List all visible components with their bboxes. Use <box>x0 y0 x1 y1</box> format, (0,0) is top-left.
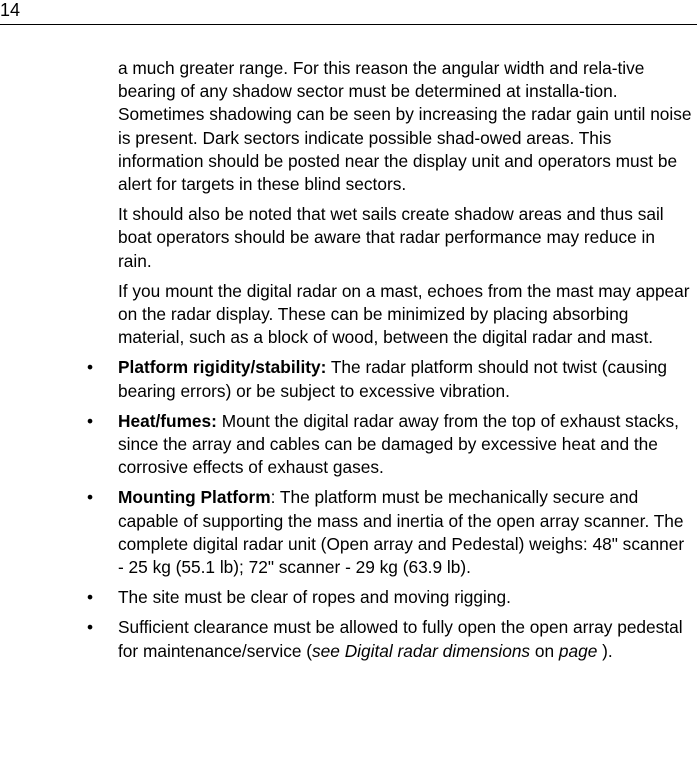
list-item-platform-rigidity <box>118 356 693 402</box>
paragraph-mast-mounting: If you mount the digital radar on a mast, echoes from the mast may appear on the radar display. These can be minimized by placing absorbing material, such as a block of wood, between the digital radar and mast. <box>118 280 690 348</box>
bullet-text: Mount the digital radar away from the top of exhaust stacks, since the array and cables can be damaged by excessive heat and the corrosive effects of exhaust gases. <box>118 410 679 478</box>
paragraph-shadow-sectors: a much greater range. For this reason the angular width and rela-tive bearing of any shadow sector must be determined at installa-tion. Sometimes shadowing can be seen by increasing the radar gain until noise is present. Dark sectors indicate possible shad-owed areas. This information should be posted near the display unit and operators must be alert for targets in these blind sectors. <box>118 58 692 195</box>
bullet-term: Heat/fumes: <box>118 410 217 431</box>
list-item-clearance <box>118 616 693 662</box>
page-reference-link[interactable]: page <box>558 640 598 661</box>
header-rule <box>0 24 697 25</box>
list-item-clear-site <box>118 586 693 609</box>
bullet-text: The site must be clear of ropes and moving rigging. <box>118 587 511 608</box>
cross-reference-link[interactable]: see Digital radar dimensions <box>312 640 531 661</box>
bullet-term: Platform rigidity/stability: <box>118 357 327 378</box>
bullet-text: The radar platform should not twist (causing bearing errors) or be subject to excessive vibration. <box>118 357 668 401</box>
page-number: 14 <box>0 0 21 20</box>
list-item-heat-fumes <box>118 410 693 480</box>
paragraph-wet-sails: It should also be noted that wet sails create shadow areas and thus sail boat operators should be aware that radar performance may reduce in rain. <box>118 204 664 271</box>
mounting-requirements-list <box>118 356 693 662</box>
bullet-term: Mounting Platform <box>118 487 271 508</box>
body-content <box>118 57 693 670</box>
bullet-text: on <box>530 640 559 661</box>
bullet-text: ). <box>597 640 613 661</box>
bullet-text: Sufficient clearance must be allowed to fully open the open array pedestal for maintenance/service ( <box>118 617 683 661</box>
bullet-text: : The platform must be mechanically secure and capable of supporting the mass and inertia of the open array scanner. The complete digital radar unit (Open array and Pedestal) weighs: 48" scanner - 25 kg (55.1 lb); 72" scanner - 29 kg (63.9 lb). <box>118 487 685 578</box>
list-item-mounting-platform <box>118 486 693 579</box>
